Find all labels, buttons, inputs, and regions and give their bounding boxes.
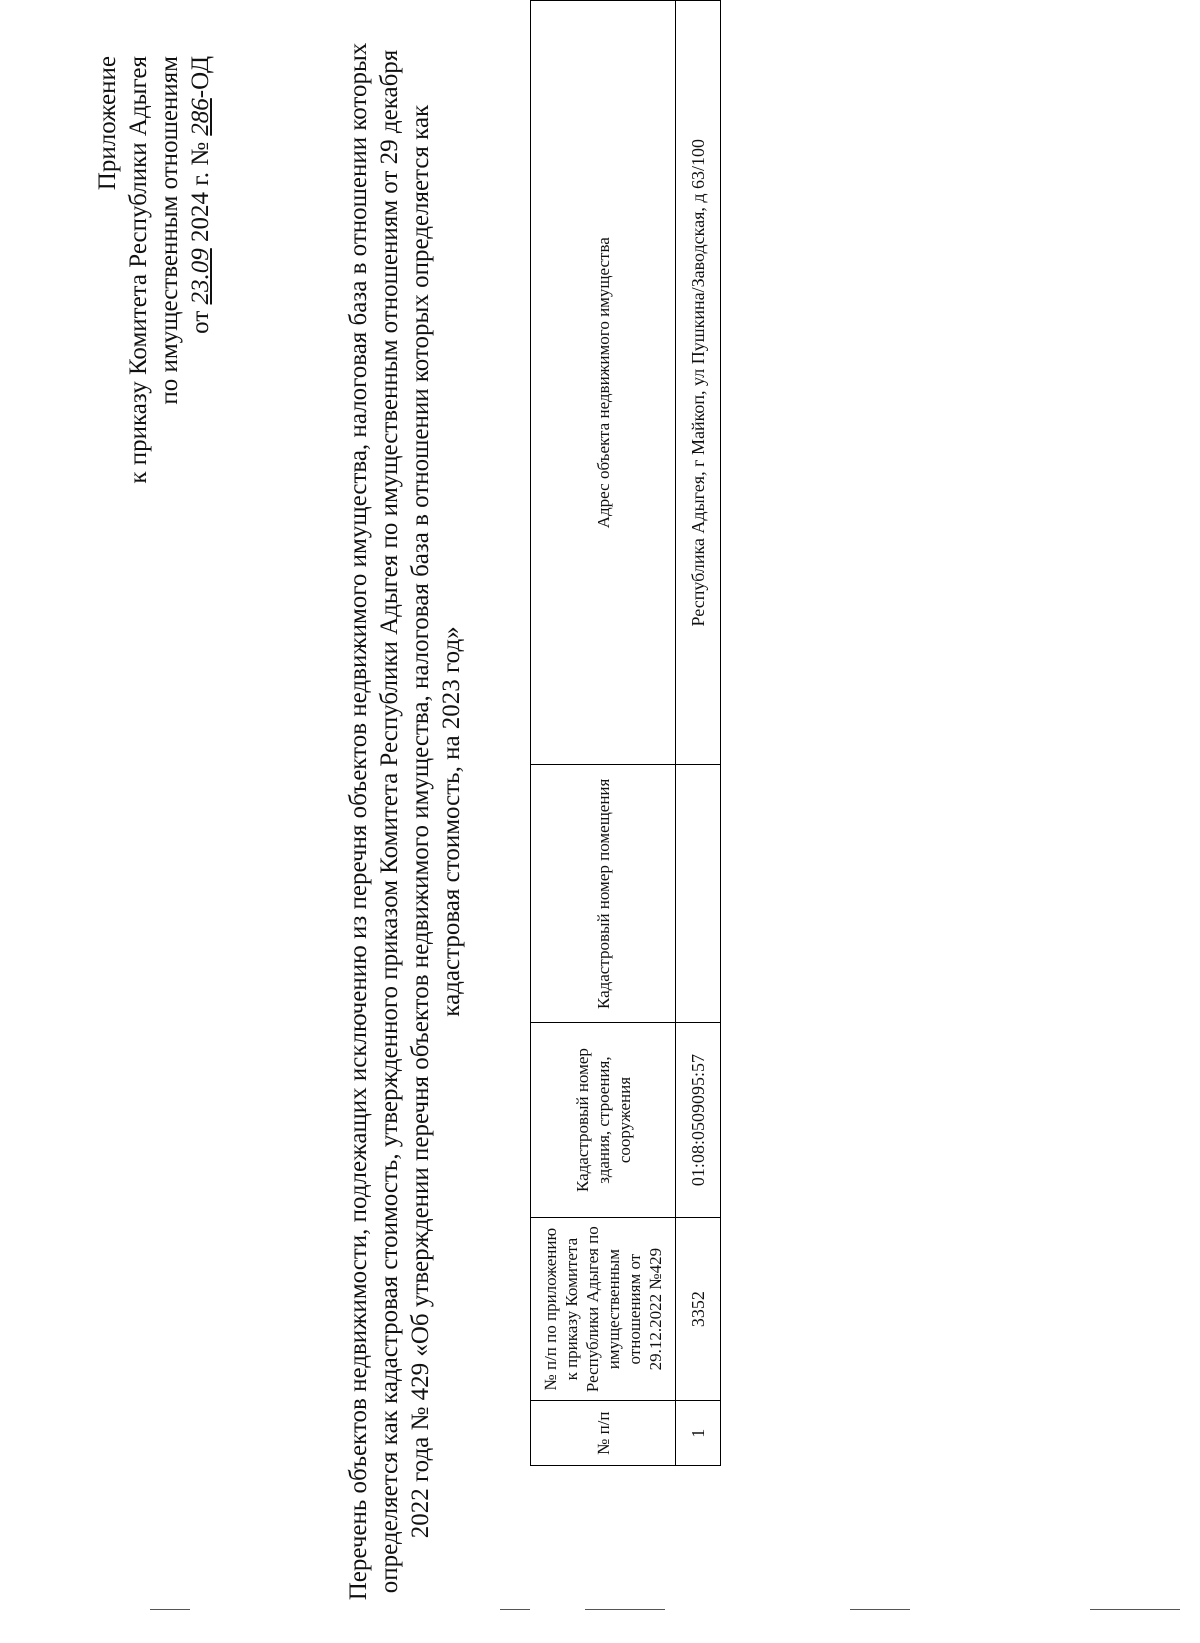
table-cell: Республика Адыгея, г Майкоп, ул Пушкина/Заводская, д 63/100 xyxy=(676,1,721,765)
handwritten-date: 23.09 xyxy=(187,248,214,305)
appendix-line: по имущественным отношениям xyxy=(156,56,183,405)
header-cell: № п/п по приложению к приказу Комитета Республики Адыгея по имущественным отношениям от 29.12.2022 №429 xyxy=(531,1217,676,1401)
date-prefix: от xyxy=(187,310,214,334)
scan-mark xyxy=(150,1609,190,1610)
scan-mark xyxy=(585,1609,665,1610)
appendix-block xyxy=(92,56,216,956)
document-heading: Перечень объектов недвижимости, подлежащих исключению из перечня объектов недвижимого имущества, налоговая база в отношении которых определяется как кадастровая стоимость, утвержденного приказом Комитета Республики Адыгея по имущественным отношениям от 29 декабря 2022 года № 429 «Об утверждении перечня объектов недвижимого имущества, налоговая база в отношении которых определяется как кадастровая стоимость, на 2023 год» xyxy=(345,42,465,1601)
table-cell: 3352 xyxy=(676,1217,721,1401)
appendix-date-line xyxy=(185,56,216,956)
header-cell: Кадастровый номер здания, строения, сооружения xyxy=(531,1023,676,1218)
order-suffix: -ОД xyxy=(187,56,214,99)
scan-edge-marks xyxy=(0,1609,1200,1619)
table-row xyxy=(676,1,721,1466)
scan-mark xyxy=(1090,1609,1180,1610)
table-header-row xyxy=(531,1,676,1466)
table-cell xyxy=(676,765,721,1023)
appendix-line: к приказу Комитета Республики Адыгея xyxy=(125,56,152,484)
handwritten-number: 286 xyxy=(187,98,214,136)
header-cell: № п/п xyxy=(531,1401,676,1466)
scan-mark xyxy=(850,1609,910,1610)
header-cell: Адрес объекта недвижимого имущества xyxy=(531,1,676,765)
table-cell: 01:08:0509095:57 xyxy=(676,1023,721,1218)
year-text: 2024 г. № xyxy=(187,141,214,242)
objects-table xyxy=(530,0,721,1466)
appendix-line: Приложение xyxy=(94,56,121,191)
table-cell: 1 xyxy=(676,1401,721,1466)
header-cell: Кадастровый номер помещения xyxy=(531,765,676,1023)
scan-mark xyxy=(500,1609,530,1610)
